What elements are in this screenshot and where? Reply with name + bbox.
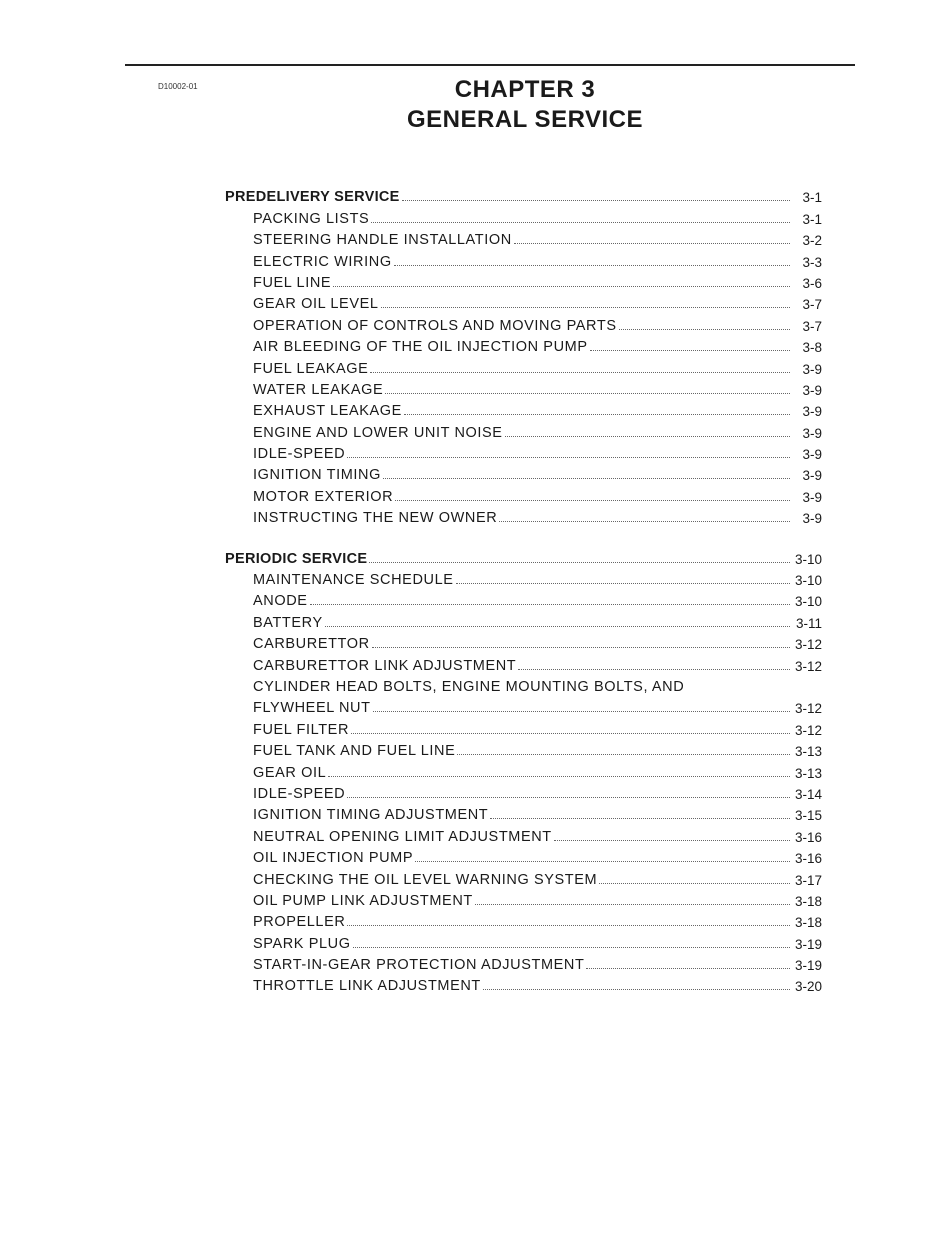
toc-entry [225,505,822,526]
toc-entry-label: AIR BLEEDING OF THE OIL INJECTION PUMP [253,339,588,356]
toc-entry [225,802,822,823]
page-number: 3-9 [802,468,822,484]
toc-entry-label: GEAR OIL [253,764,327,781]
dot-leader [373,711,790,712]
toc-entry [225,716,822,737]
toc-entry [225,823,822,844]
chapter-number: CHAPTER 3 [454,76,596,103]
toc-entry-label: GEAR OIL LEVEL [253,296,379,313]
dot-leader [619,329,790,330]
page-number: 3-9 [802,447,822,463]
toc-entry [225,291,822,312]
toc-entry-label: PROPELLER [253,914,346,931]
toc-entry [225,312,822,333]
toc-entry-label: MOTOR EXTERIOR [253,488,394,505]
toc-entry-label: EXHAUST LEAKAGE [253,403,402,420]
toc-entry-label: NEUTRAL OPENING LIMIT ADJUSTMENT [253,828,552,845]
page-number: 3-9 [802,489,822,505]
toc-entry-label: CHECKING THE OIL LEVEL WARNING SYSTEM [253,871,598,888]
toc-entry-continued [225,695,822,716]
toc-entry [225,930,822,951]
page-number: 3-16 [794,829,822,845]
dot-leader [415,861,790,862]
page-number: 3-8 [802,340,822,356]
page-number: 3-13 [794,744,822,760]
dot-leader [457,754,790,755]
toc-entry [225,909,822,930]
toc-entry [225,738,822,759]
toc-entry [225,674,822,695]
toc-entry [225,270,822,291]
dot-leader [475,904,790,905]
dot-leader [325,626,790,627]
toc-entry-label: OPERATION OF CONTROLS AND MOVING PARTS [253,317,617,334]
page-number: 3-10 [794,551,822,567]
page-number: 3-10 [794,594,822,610]
page-number: 3-7 [802,318,822,334]
dot-leader [371,222,790,223]
toc-entry [225,248,822,269]
page-number: 3-1 [802,211,822,227]
chapter-title: GENERAL SERVICE [406,106,643,133]
table-of-contents [225,184,822,994]
page-number: 3-15 [794,808,822,824]
page-number: 3-9 [802,404,822,420]
page-number: 3-16 [794,851,822,867]
toc-section-heading-label: PERIODIC SERVICE [225,550,368,567]
toc-entry-label: IDLE-SPEED [253,785,346,802]
toc-entry-label: OIL INJECTION PUMP [253,850,414,867]
page-number: 3-3 [802,254,822,270]
page-number: 3-2 [802,233,822,249]
dot-leader [590,350,790,351]
document-code: D10002-01 [158,82,198,91]
page-number: 3-12 [794,701,822,717]
toc-entry-label: ENGINE AND LOWER UNIT NOISE [253,424,503,441]
dot-leader [514,243,790,244]
page-number: 3-17 [794,872,822,888]
page-number: 3-6 [802,275,822,291]
toc-entry-label: FUEL LEAKAGE [253,360,369,377]
toc-entry-label: WATER LEAKAGE [253,381,384,398]
toc-entry-label: CARBURETTOR LINK ADJUSTMENT [253,657,517,674]
page-number: 3-9 [802,361,822,377]
page-number: 3-7 [802,297,822,313]
dot-leader [586,968,790,969]
toc-entry-label: FLYWHEEL NUT [253,700,371,717]
toc-entry-label: SPARK PLUG [253,935,351,952]
dot-leader [347,457,790,458]
toc-section-heading [225,184,822,205]
dot-leader [518,669,790,670]
toc-section-heading-label: PREDELIVERY SERVICE [225,189,400,206]
toc-entry-label: ANODE [253,593,308,610]
dot-leader [456,583,790,584]
toc-entry [225,845,822,866]
toc-entry [225,781,822,802]
toc-entry [225,462,822,483]
toc-entry [225,567,822,588]
dot-leader [385,393,790,394]
toc-entry [225,652,822,673]
toc-entry-label: IGNITION TIMING [253,467,381,484]
page-number: 3-18 [794,915,822,931]
toc-entry [225,377,822,398]
dot-leader [353,947,790,948]
toc-entry-label: MAINTENANCE SCHEDULE [253,572,454,589]
toc-entry-label: FUEL FILTER [253,721,350,738]
toc-entry [225,609,822,630]
toc-entry-label: STEERING HANDLE INSTALLATION [253,232,512,249]
page-number: 3-1 [802,190,822,206]
toc-section-heading [225,545,822,566]
dot-leader [402,200,790,201]
toc-entry-label: START-IN-GEAR PROTECTION ADJUSTMENT [253,957,585,974]
dot-leader [490,818,790,819]
section-gap [225,526,822,545]
dot-leader [351,733,790,734]
toc-entry [225,334,822,355]
toc-entry-label: CYLINDER HEAD BOLTS, ENGINE MOUNTING BOLTS, AND [253,678,685,695]
page-number: 3-12 [794,658,822,674]
toc-entry-label: THROTTLE LINK ADJUSTMENT [253,978,481,995]
toc-entry-label: PACKING LISTS [253,210,370,227]
dot-leader [310,604,790,605]
dot-leader [499,521,790,522]
toc-entry [225,227,822,248]
page-number: 3-19 [794,958,822,974]
dot-leader [347,925,790,926]
toc-entry-label: ELECTRIC WIRING [253,253,392,270]
toc-entry [225,759,822,780]
page-number: 3-13 [794,765,822,781]
dot-leader [394,265,790,266]
dot-leader [370,372,790,373]
toc-entry [225,866,822,887]
toc-entry [225,483,822,504]
page-number: 3-11 [795,615,822,631]
toc-entry [225,973,822,994]
toc-entry [225,588,822,609]
toc-entry [225,419,822,440]
page-number: 3-12 [794,722,822,738]
toc-entry [225,631,822,652]
dot-leader [483,989,790,990]
dot-leader [347,797,790,798]
page-number: 3-20 [794,979,822,995]
toc-entry-label: IDLE-SPEED [253,446,346,463]
toc-entry-label: IGNITION TIMING ADJUSTMENT [253,807,489,824]
dot-leader [381,307,790,308]
toc-entry-label: FUEL LINE [253,274,332,291]
dot-leader [599,883,790,884]
dot-leader [328,776,790,777]
toc-entry-label: INSTRUCTING THE NEW OWNER [253,510,498,527]
dot-leader [383,478,790,479]
toc-entry [225,441,822,462]
dot-leader [372,647,790,648]
page-number: 3-12 [794,637,822,653]
dot-leader [554,840,790,841]
dot-leader [505,436,790,437]
page-number: 3-19 [794,936,822,952]
toc-entry-label: OIL PUMP LINK ADJUSTMENT [253,892,473,909]
toc-entry-label: FUEL TANK AND FUEL LINE [253,743,456,760]
header-rule [125,64,855,66]
toc-entry-label: CARBURETTOR [253,636,370,653]
dot-leader [395,500,790,501]
dot-leader [404,414,790,415]
page-number: 3-18 [794,893,822,909]
page-number: 3-10 [794,573,822,589]
toc-entry [225,888,822,909]
toc-entry [225,355,822,376]
dot-leader [369,562,790,563]
page-number: 3-9 [802,425,822,441]
page-number: 3-9 [802,511,822,527]
toc-entry-label: BATTERY [253,614,323,631]
toc-entry [225,398,822,419]
page-number: 3-14 [794,786,822,802]
page-number: 3-9 [802,382,822,398]
toc-entry [225,952,822,973]
toc-entry [225,205,822,226]
dot-leader [333,286,790,287]
